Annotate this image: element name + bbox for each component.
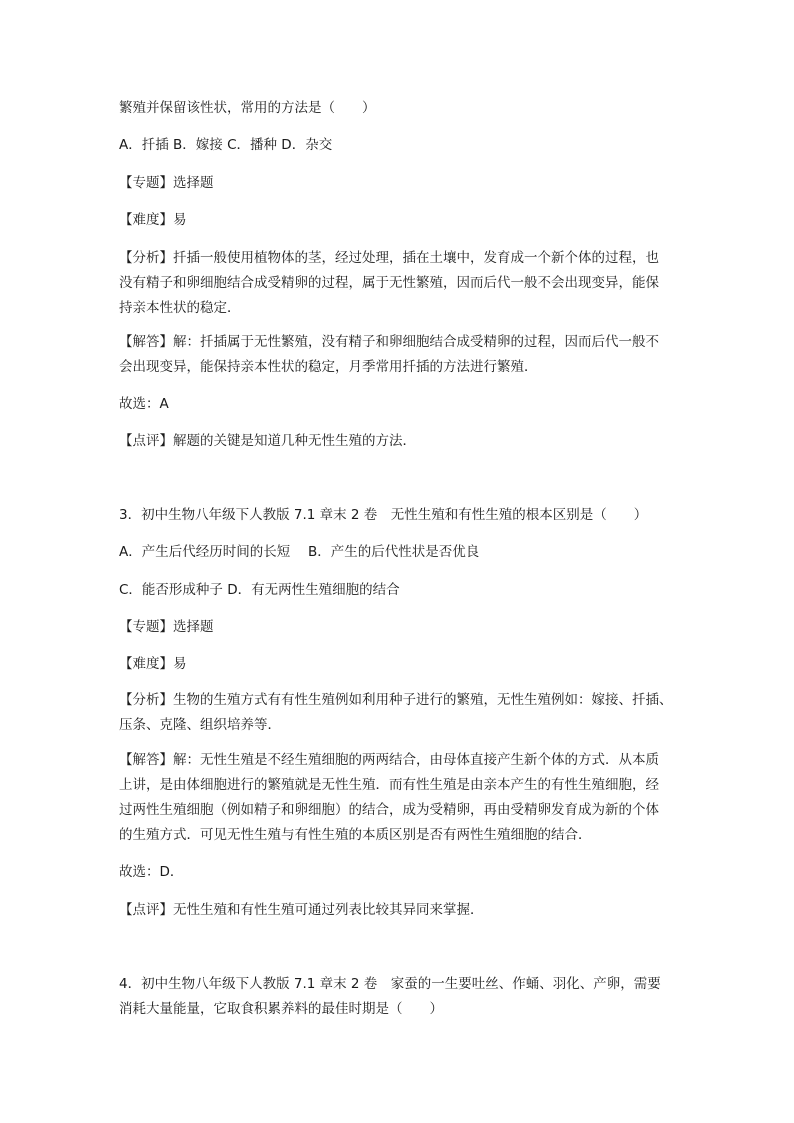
q2-stem-tail: 繁殖并保留该性状，常用的方法是（ ） bbox=[119, 100, 376, 116]
q3-stem: 3．初中生物八年级下人教版 7.1 章末 2 卷 无性生殖和有性生殖的根本区别是（ ） bbox=[119, 507, 648, 523]
q3-analysis-line: 压条、克隆、组织培养等． bbox=[119, 717, 281, 733]
q4-stem-line: 4．初中生物八年级下人教版 7.1 章末 2 卷 家蚕的一生要吐丝、作蛹、羽化、产卵，需要 bbox=[119, 976, 661, 992]
q2-analysis-line: 没有精子和卵细胞结合成受精卵的过程，属于无性繁殖，因而后代一般不会出现变异，能保 bbox=[119, 275, 659, 291]
q4-stem-line: 消耗大量能量，它取食积累养料的最佳时期是（ ） bbox=[119, 1001, 443, 1017]
q3-options-line2: C．能否形成种子 D．有无两性生殖细胞的结合 bbox=[119, 582, 400, 598]
q3-solution-line: 【解答】解：无性生殖是不经生殖细胞的两两结合，由母体直接产生新个体的方式．从本质 bbox=[119, 752, 659, 768]
q3-analysis-line: 【分析】生物的生殖方式有有性生殖例如利用种子进行的繁殖，无性生殖例如：嫁接、扦插、 bbox=[119, 692, 673, 708]
q3-analysis bbox=[119, 688, 679, 738]
q2-analysis-line: 持亲本性状的稳定． bbox=[119, 300, 241, 316]
q2-difficulty: 【难度】易 bbox=[119, 212, 187, 228]
q2-solution-line: 会出现变异，能保持亲本性状的稳定，月季常用扦插的方法进行繁殖． bbox=[119, 359, 538, 375]
q4-stem bbox=[119, 972, 679, 1022]
q3-difficulty: 【难度】易 bbox=[119, 656, 187, 672]
q2-solution bbox=[119, 330, 679, 380]
q2-comment: 【点评】解题的关键是知道几种无性生殖的方法． bbox=[119, 433, 416, 449]
q3-solution bbox=[119, 748, 679, 848]
q3-solution-line: 过两性生殖细胞（例如精子和卵细胞）的结合，成为受精卵，再由受精卵发育成为新的个体 bbox=[119, 802, 659, 818]
q3-solution-line: 的生殖方式．可见无性生殖与有性生殖的本质区别是否有两性生殖细胞的结合． bbox=[119, 827, 592, 843]
q2-topic: 【专题】选择题 bbox=[119, 175, 214, 191]
q2-answer: 故选：A bbox=[119, 396, 169, 412]
q2-solution-line: 【解答】解：扦插属于无性繁殖，没有精子和卵细胞结合成受精卵的过程，因而后代一般不 bbox=[119, 334, 659, 350]
q3-comment: 【点评】无性生殖和有性生殖可通过列表比较其异同来掌握． bbox=[119, 902, 484, 918]
q3-topic: 【专题】选择题 bbox=[119, 619, 214, 635]
q3-solution-line: 上讲，是由体细胞进行的繁殖就是无性生殖．而有性生殖是由亲本产生的有性生殖细胞，经 bbox=[119, 777, 659, 793]
q3-options-line1: A．产生后代经历时间的长短 B．产生的后代性状是否优良 bbox=[119, 544, 480, 560]
q2-analysis bbox=[119, 246, 679, 321]
q3-answer: 故选：D． bbox=[119, 864, 184, 880]
q2-options: A．扦插 B．嫁接 C．播种 D．杂交 bbox=[119, 137, 333, 153]
q2-analysis-line: 【分析】扦插一般使用植物体的茎，经过处理，插在土壤中，发育成一个新个体的过程，也 bbox=[119, 250, 659, 266]
